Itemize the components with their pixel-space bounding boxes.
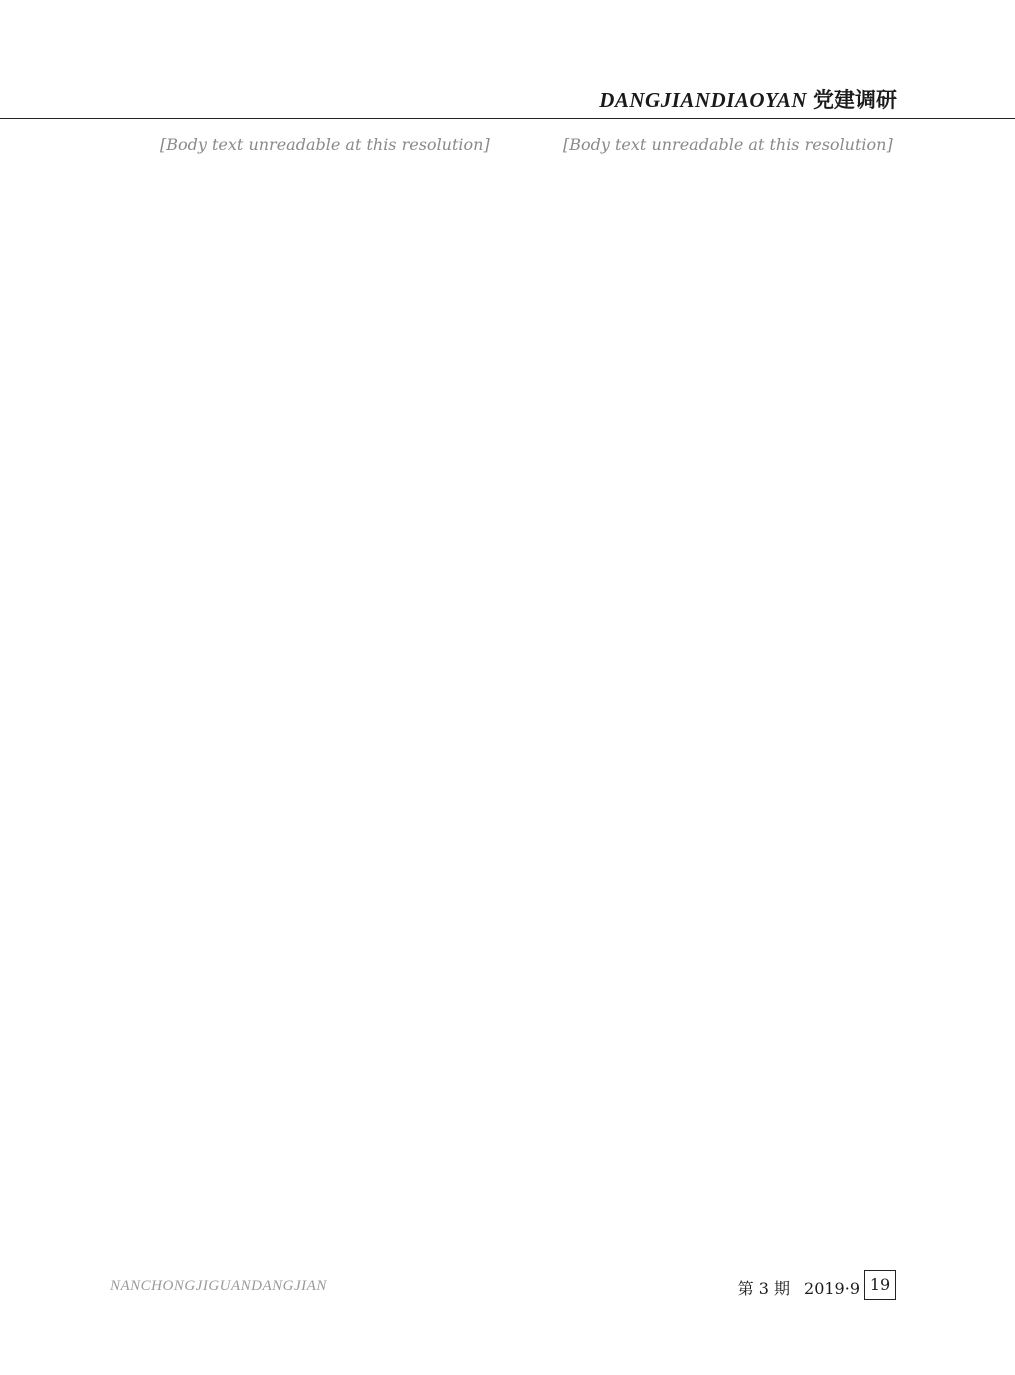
footer-journal-name: NANCHONGJIGUANDANGJIAN <box>110 1278 327 1294</box>
footer-issue <box>724 1276 860 1299</box>
page-number: 19 <box>864 1270 896 1300</box>
body-placeholder: [Body text unreadable at this resolution] <box>563 135 893 154</box>
column-right <box>531 132 901 1262</box>
brand-cjk: 党建调研 <box>813 88 897 112</box>
brand-latin: DANGJIANDIAOYAN <box>599 88 807 112</box>
issue-date: 2019·9 <box>804 1279 860 1298</box>
column-left <box>128 132 498 1262</box>
header-brand <box>599 84 897 114</box>
page-header <box>0 70 1015 119</box>
body-placeholder: [Body text unreadable at this resolution] <box>160 135 490 154</box>
issue-number: 第 3 期 <box>737 1279 791 1298</box>
